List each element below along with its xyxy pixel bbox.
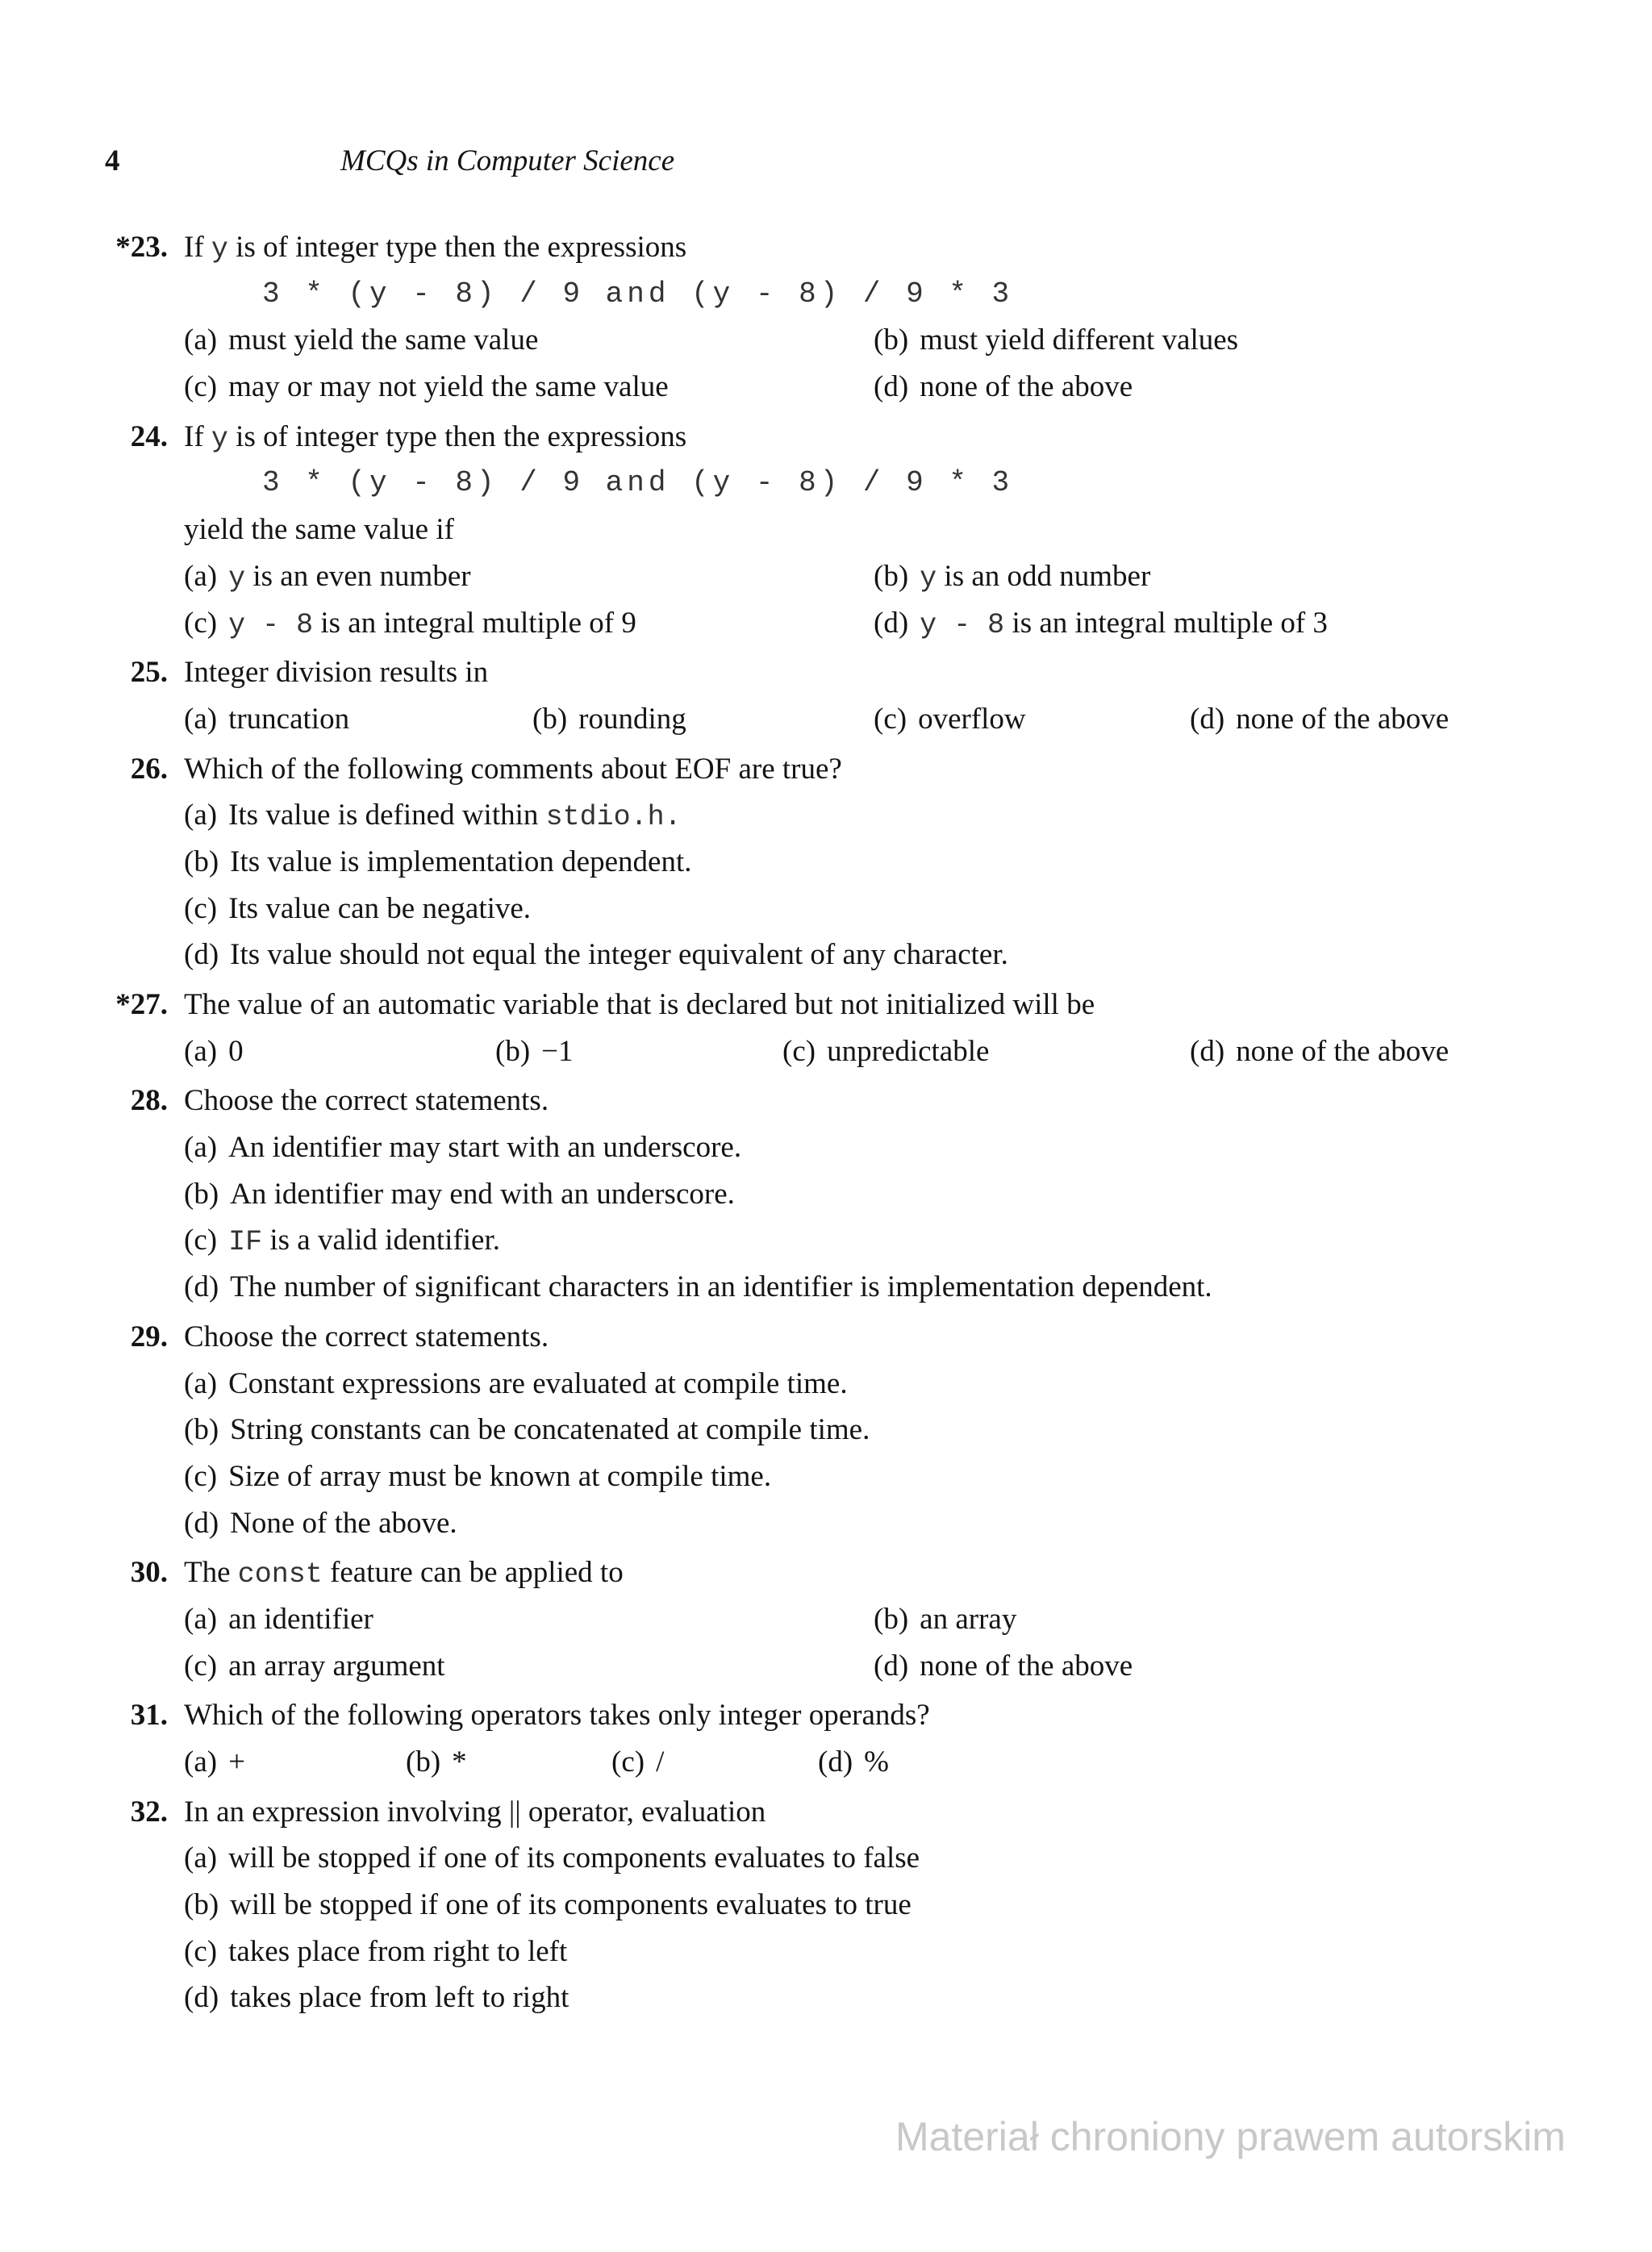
option-a xyxy=(184,696,349,743)
option-line xyxy=(0,1124,1652,1171)
option-c xyxy=(184,1929,567,1975)
text-fragment: An identifier may start with an underscore. xyxy=(228,1131,742,1165)
text-fragment: none of the above xyxy=(920,1649,1133,1683)
option-c xyxy=(184,1453,771,1500)
text-fragment: Which of the following operators takes only integer operands? xyxy=(184,1699,930,1733)
option-label: (a) xyxy=(184,799,218,832)
text-fragment: % xyxy=(864,1745,889,1779)
text-fragment: rounding xyxy=(578,702,686,736)
option-label: (b) xyxy=(184,844,219,878)
question-number: 26. xyxy=(130,752,168,786)
option-a xyxy=(184,1361,848,1408)
question-stem xyxy=(184,507,454,553)
question-stem xyxy=(184,1078,549,1124)
question-stem xyxy=(184,224,686,273)
text-fragment: None of the above. xyxy=(230,1506,457,1540)
option-a xyxy=(184,1124,741,1171)
option-b xyxy=(184,1171,735,1218)
option-line xyxy=(0,1453,1652,1500)
question-stem xyxy=(184,414,686,463)
option-line xyxy=(0,839,1652,886)
question-stem xyxy=(184,1692,930,1739)
option-label: (c) xyxy=(184,1224,218,1257)
text-fragment: unpredictable xyxy=(827,1034,990,1068)
option-d xyxy=(184,1500,457,1547)
option-a xyxy=(184,1028,244,1075)
text-fragment: an identifier xyxy=(228,1602,373,1636)
question-29 xyxy=(0,1314,1652,1546)
question-23 xyxy=(0,224,1652,411)
option-label: (d) xyxy=(184,1506,219,1540)
option-label: (d) xyxy=(184,938,219,972)
text-fragment: feature can be applied to xyxy=(322,1556,624,1590)
question-stem-line xyxy=(0,649,1652,696)
option-label: (a) xyxy=(184,1366,218,1400)
option-label: (c) xyxy=(184,891,218,925)
code-fragment: y xyxy=(211,233,228,265)
page-number: 4 xyxy=(105,144,120,177)
option-b xyxy=(874,317,1238,364)
question-number: 30. xyxy=(130,1556,168,1590)
option-row xyxy=(0,1596,1652,1643)
option-row xyxy=(0,600,1652,647)
text-fragment: Its value can be negative. xyxy=(228,891,532,925)
text-fragment: is an integral multiple of 9 xyxy=(313,606,636,640)
question-30 xyxy=(0,1549,1652,1689)
question-stem-line xyxy=(0,1549,1652,1596)
option-c xyxy=(184,1217,500,1266)
text-fragment: none of the above xyxy=(1236,1034,1450,1068)
option-label: (c) xyxy=(184,1649,218,1683)
code-fragment: y - 8 xyxy=(228,608,314,641)
text-fragment: is an odd number xyxy=(937,559,1151,593)
question-number: 24. xyxy=(130,419,168,453)
code-fragment: y xyxy=(211,422,228,455)
option-a xyxy=(184,1835,920,1882)
option-line xyxy=(0,1929,1652,1975)
question-number: 25. xyxy=(130,656,168,690)
option-label: (a) xyxy=(184,323,218,357)
question-number: *23. xyxy=(115,231,168,264)
question-list xyxy=(0,224,1652,2025)
option-label: (b) xyxy=(874,323,909,357)
option-d xyxy=(1190,696,1449,743)
option-b xyxy=(184,1882,912,1929)
option-c xyxy=(184,364,669,411)
question-stem xyxy=(184,982,1095,1028)
option-row xyxy=(0,696,1652,743)
text-fragment: overflow xyxy=(918,702,1026,736)
text-fragment: String constants can be concatenated at compile time. xyxy=(230,1413,870,1447)
question-stem-continuation xyxy=(0,507,1652,553)
code-fragment: IF xyxy=(228,1226,263,1259)
option-label: (d) xyxy=(874,1649,909,1683)
option-label: (b) xyxy=(532,702,568,736)
text-fragment: is of integer type then the expressions xyxy=(227,419,687,453)
option-label: (a) xyxy=(184,1034,218,1068)
option-label: (c) xyxy=(184,370,218,404)
option-row xyxy=(0,1028,1652,1075)
question-stem-line xyxy=(0,1078,1652,1124)
text-fragment: is an integral multiple of 3 xyxy=(1004,606,1328,640)
question-stem-line xyxy=(0,1789,1652,1836)
option-label: (d) xyxy=(874,370,909,404)
question-number: *27. xyxy=(115,988,168,1021)
option-line xyxy=(0,1882,1652,1929)
option-label: (c) xyxy=(184,606,218,640)
text-fragment: Choose the correct statements. xyxy=(184,1084,549,1118)
option-line xyxy=(0,792,1652,839)
option-label: (a) xyxy=(184,1602,218,1636)
text-fragment: an array argument xyxy=(228,1649,445,1683)
option-line xyxy=(0,1217,1652,1264)
option-label: (c) xyxy=(874,702,907,736)
option-c xyxy=(184,1643,445,1690)
text-fragment: Which of the following comments about EOF are true? xyxy=(184,752,842,786)
option-label: (d) xyxy=(818,1745,853,1779)
code-expression: 3 * (y - 8) / 9 and (y - 8) / 9 * 3 xyxy=(262,466,1014,500)
question-25 xyxy=(0,649,1652,742)
option-row xyxy=(0,1643,1652,1690)
option-c xyxy=(611,1739,664,1786)
option-b xyxy=(874,1596,1016,1643)
text-fragment: is a valid identifier. xyxy=(262,1224,500,1257)
question-stem-line xyxy=(0,414,1652,461)
question-number: 29. xyxy=(130,1320,168,1353)
option-label: (b) xyxy=(874,559,909,593)
text-fragment: 0 xyxy=(228,1034,244,1068)
text-fragment: Constant expressions are evaluated at compile time. xyxy=(228,1366,848,1400)
text-fragment: Its value is defined within xyxy=(228,799,546,832)
text-fragment: The number of significant characters in an identifier is implementation dependent. xyxy=(230,1270,1212,1304)
option-d xyxy=(1190,1028,1449,1075)
text-fragment: none of the above xyxy=(920,370,1133,404)
option-d xyxy=(184,1264,1212,1311)
option-label: (c) xyxy=(184,1459,218,1493)
code-fragment: y xyxy=(920,561,937,594)
code-fragment: stdio.h. xyxy=(545,801,682,834)
option-line xyxy=(0,1264,1652,1311)
option-line xyxy=(0,886,1652,932)
option-row xyxy=(0,553,1652,600)
option-d xyxy=(874,600,1328,649)
option-label: (b) xyxy=(184,1888,219,1922)
option-b xyxy=(495,1028,574,1075)
running-title: MCQs in Computer Science xyxy=(340,144,675,177)
text-fragment: An identifier may end with an underscore. xyxy=(230,1177,735,1211)
option-b xyxy=(406,1739,467,1786)
option-label: (a) xyxy=(184,702,218,736)
page-header xyxy=(105,144,675,178)
option-row xyxy=(0,317,1652,364)
text-fragment: / xyxy=(656,1745,665,1779)
option-a xyxy=(184,317,538,364)
option-label: (c) xyxy=(184,1934,218,1968)
text-fragment: may or may not yield the same value xyxy=(228,370,669,404)
question-31 xyxy=(0,1692,1652,1785)
question-stem xyxy=(184,746,842,793)
text-fragment: In an expression involving || operator, evaluation xyxy=(184,1795,766,1829)
code-expression: 3 * (y - 8) / 9 and (y - 8) / 9 * 3 xyxy=(262,277,1014,311)
option-line xyxy=(0,1835,1652,1882)
option-label: (c) xyxy=(611,1745,645,1779)
option-d xyxy=(874,1643,1133,1690)
option-d xyxy=(184,1975,569,2021)
option-label: (c) xyxy=(782,1034,816,1068)
option-d xyxy=(874,364,1133,411)
text-fragment: an array xyxy=(920,1602,1017,1636)
option-label: (a) xyxy=(184,1745,218,1779)
option-c xyxy=(184,600,636,649)
option-b xyxy=(532,696,686,743)
code-expression-line xyxy=(0,271,1652,318)
question-stem-line xyxy=(0,224,1652,271)
option-a xyxy=(184,792,682,841)
text-fragment: The value of an automatic variable that is declared but not initialized will be xyxy=(184,988,1095,1021)
option-b xyxy=(184,1407,870,1453)
option-label: (b) xyxy=(406,1745,441,1779)
question-stem-line xyxy=(0,1314,1652,1361)
question-stem-line xyxy=(0,982,1652,1028)
option-d xyxy=(818,1739,889,1786)
option-label: (d) xyxy=(1190,1034,1225,1068)
option-label: (a) xyxy=(184,1131,218,1165)
text-fragment: will be stopped if one of its components evaluates to true xyxy=(230,1888,912,1922)
option-label: (a) xyxy=(184,559,218,593)
option-a xyxy=(184,1739,245,1786)
option-label: (b) xyxy=(495,1034,531,1068)
option-line xyxy=(0,1361,1652,1408)
option-label: (d) xyxy=(874,606,909,640)
text-fragment: is an even number xyxy=(245,559,471,593)
option-line xyxy=(0,1975,1652,2021)
option-label: (a) xyxy=(184,1841,218,1875)
option-a xyxy=(184,553,471,603)
question-24 xyxy=(0,414,1652,646)
option-a xyxy=(184,1596,373,1643)
text-fragment: Integer division results in xyxy=(184,656,489,690)
option-b xyxy=(874,553,1150,603)
option-row xyxy=(0,1739,1652,1786)
question-number: 31. xyxy=(130,1699,168,1733)
code-expression-line xyxy=(0,460,1652,507)
text-fragment: −1 xyxy=(541,1034,574,1068)
code-fragment: y - 8 xyxy=(920,608,1005,641)
text-fragment: If xyxy=(184,419,211,453)
text-fragment: The xyxy=(184,1556,238,1590)
text-fragment: Its value is implementation dependent. xyxy=(230,844,692,878)
text-fragment: is of integer type then the expressions xyxy=(227,231,687,264)
question-stem xyxy=(184,649,488,696)
copyright-watermark: Materiał chroniony prawem autorskim xyxy=(895,2114,1566,2159)
text-fragment: takes place from left to right xyxy=(230,1981,569,2015)
option-label: (d) xyxy=(1190,702,1225,736)
question-stem-line xyxy=(0,1692,1652,1739)
option-c xyxy=(782,1028,989,1075)
question-stem-line xyxy=(0,746,1652,793)
text-fragment: Size of array must be known at compile time. xyxy=(228,1459,772,1493)
text-fragment: + xyxy=(228,1745,245,1779)
question-stem xyxy=(184,1314,549,1361)
option-d xyxy=(184,932,1008,978)
option-label: (b) xyxy=(184,1413,219,1447)
question-26 xyxy=(0,746,1652,978)
text-fragment: Its value should not equal the integer equivalent of any character. xyxy=(230,938,1008,972)
option-c xyxy=(874,696,1026,743)
text-fragment: truncation xyxy=(228,702,350,736)
option-line xyxy=(0,1171,1652,1218)
question-27 xyxy=(0,982,1652,1074)
text-fragment: yield the same value if xyxy=(184,513,454,547)
option-row xyxy=(0,364,1652,411)
question-number: 32. xyxy=(130,1795,168,1829)
text-fragment: * xyxy=(452,1745,467,1779)
question-number: 28. xyxy=(130,1084,168,1118)
question-32 xyxy=(0,1789,1652,2021)
text-fragment: must yield the same value xyxy=(228,323,539,357)
text-fragment: takes place from right to left xyxy=(228,1934,568,1968)
text-fragment: If xyxy=(184,231,211,264)
code-fragment: y xyxy=(228,561,246,594)
code-fragment: const xyxy=(237,1558,323,1591)
option-label: (b) xyxy=(184,1177,219,1211)
option-label: (b) xyxy=(874,1602,909,1636)
option-c xyxy=(184,886,531,932)
option-b xyxy=(184,839,691,886)
question-stem xyxy=(184,1789,766,1836)
text-fragment: will be stopped if one of its components evaluates to false xyxy=(228,1841,920,1875)
text-fragment: must yield different values xyxy=(920,323,1239,357)
question-stem xyxy=(184,1549,624,1599)
option-label: (d) xyxy=(184,1981,219,2015)
option-line xyxy=(0,1500,1652,1547)
option-label: (d) xyxy=(184,1270,219,1304)
question-28 xyxy=(0,1078,1652,1310)
text-fragment: none of the above xyxy=(1236,702,1450,736)
option-line xyxy=(0,1407,1652,1453)
text-fragment: Choose the correct statements. xyxy=(184,1320,549,1353)
option-line xyxy=(0,932,1652,978)
